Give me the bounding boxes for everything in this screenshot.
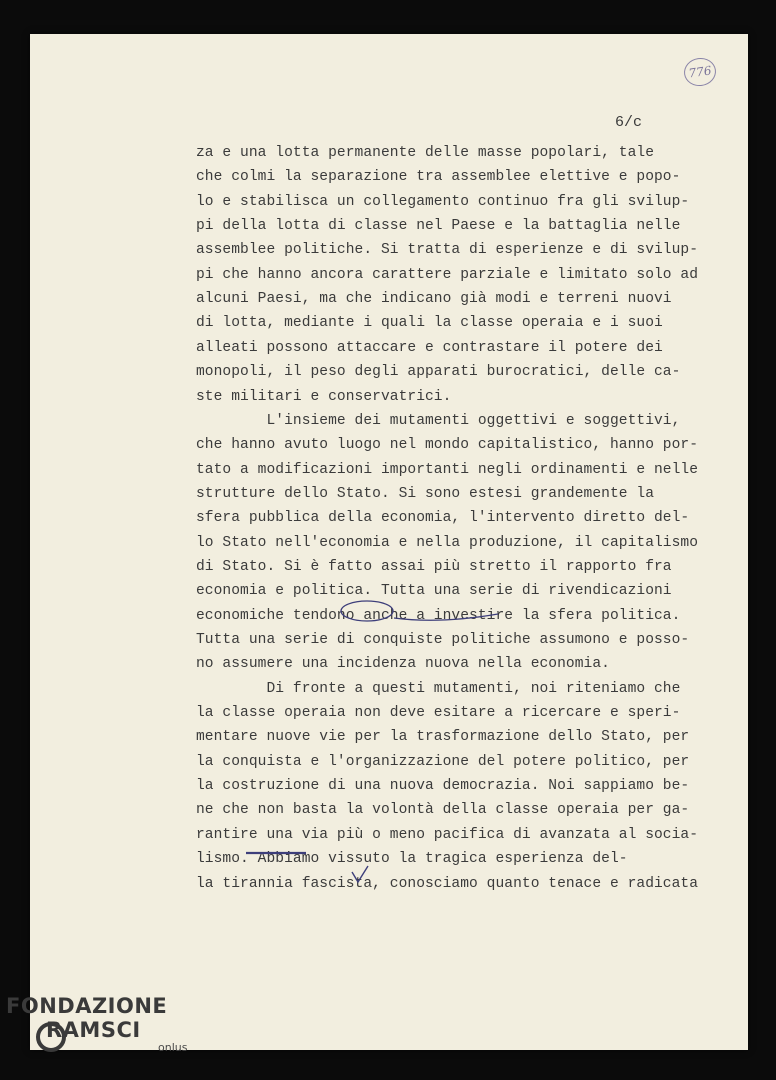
archive-number-stamp: 776 <box>682 56 718 88</box>
watermark-line-2: RAMSCI <box>46 1018 141 1042</box>
text-line: ne che non basta la volontà della classe operaia per ga- <box>196 802 690 819</box>
text-line: alleati possono attaccare e contrastare il potere dei <box>196 339 663 356</box>
text-line: la costruzione di una nuova democrazia. Noi sappiamo be- <box>196 778 690 795</box>
text-line: lo Stato nell'economia e nella produzione, il capitalismo <box>196 534 699 551</box>
text-line: lismo. Abbiamo vissuto la tragica esperienza del- <box>196 851 628 868</box>
text-line: Tutta una serie di conquiste politiche assumono e posso- <box>196 632 690 648</box>
text-line: tato a modificazioni importanti negli ordinamenti e nelle <box>196 461 699 478</box>
text-line: che hanno avuto luogo nel mondo capitalistico, hanno por- <box>196 437 699 454</box>
text-line: za e una lotta permanente delle masse popolari, tale <box>196 145 654 161</box>
text-line: la conquista e l'organizzazione del potere politico, per <box>196 753 690 770</box>
text-line: la tirannia fascista, conosciamo quanto tenace e radicata <box>196 875 699 892</box>
text-line: rantire una via più o meno pacifica di avanzata al socia- <box>196 826 699 843</box>
watermark-line-1: FONDAZIONE <box>6 994 168 1018</box>
text-line: monopoli, il peso degli apparati burocratici, delle ca- <box>196 364 681 381</box>
text-line: assemblee politiche. Si tratta di esperienze e di svilup- <box>196 242 699 259</box>
text-line: Di fronte a questi mutamenti, noi riteniamo che <box>196 680 681 697</box>
text-line: no assumere una incidenza nuova nella economia. <box>196 656 610 673</box>
watermark-line-3: onlus <box>158 1041 188 1054</box>
page-reference: 6/c <box>615 114 643 131</box>
text-line: strutture dello Stato. Si sono estesi grandemente la <box>196 485 654 502</box>
text-line: pi che hanno ancora carattere parziale e limitato solo ad <box>196 266 699 283</box>
text-line: la classe operaia non deve esitare a ricercare e speri- <box>196 705 681 722</box>
text-line: lo e stabilisca un collegamento continuo fra gli svilup- <box>196 193 690 210</box>
text-line: ste militari e conservatrici. <box>196 388 452 405</box>
text-line: alcuni Paesi, ma che indicano già modi e terreni nuovi <box>196 291 672 308</box>
watermark-logo-icon <box>36 1022 66 1052</box>
text-line: L'insieme dei mutamenti oggettivi e soggettivi, <box>196 412 681 429</box>
foundation-watermark <box>6 994 188 1054</box>
text-line: di lotta, mediante i quali la classe operaia e i suoi <box>196 315 663 332</box>
text-line: pi della lotta di classe nel Paese e la battaglia nelle <box>196 218 681 235</box>
text-line: che colmi la separazione tra assemblee elettive e popo- <box>196 169 681 186</box>
text-line: mentare nuove vie per la trasformazione dello Stato, per <box>196 729 690 746</box>
text-line: economiche tendono anche a investire la sfera politica. <box>196 607 681 624</box>
text-line: sfera pubblica della economia, l'intervento diretto del- <box>196 510 690 527</box>
text-line: economia e politica. Tutta una serie di rivendicazioni <box>196 583 672 600</box>
text-line: di Stato. Si è fatto assai più stretto il rapporto fra <box>196 558 672 575</box>
